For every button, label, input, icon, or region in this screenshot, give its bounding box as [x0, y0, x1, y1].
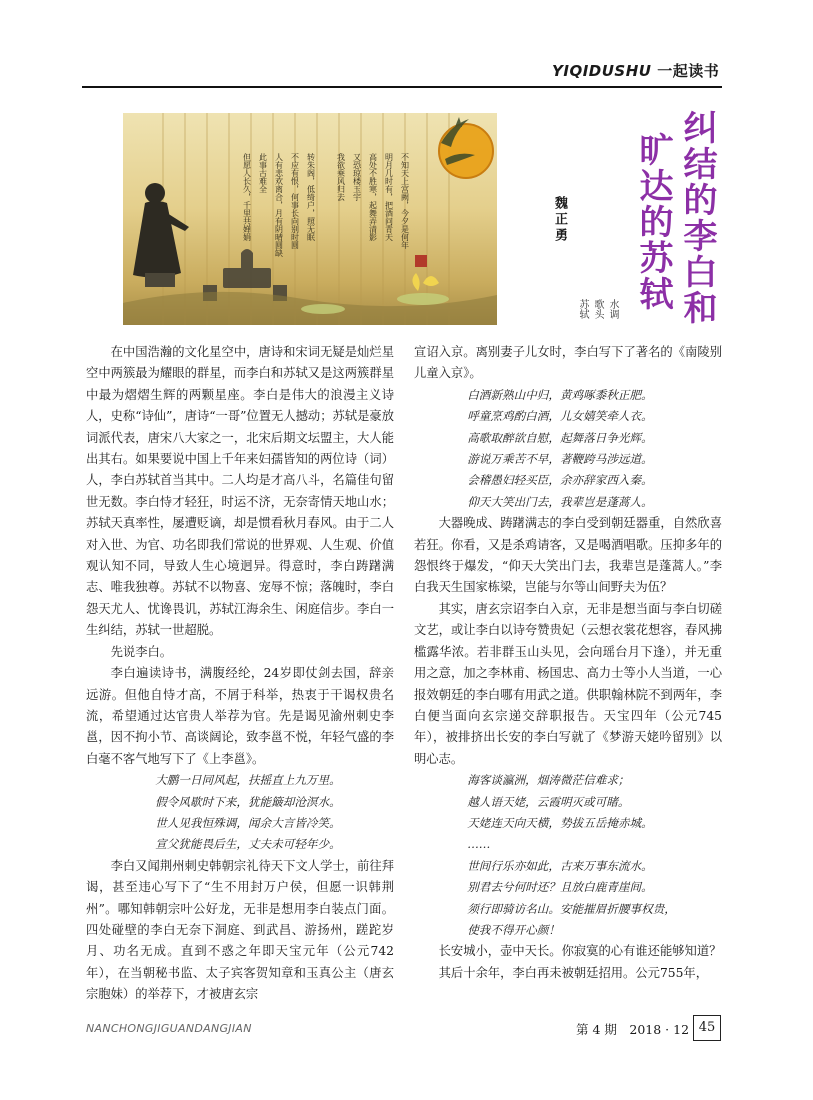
svg-text:人有悲欢离合，月有阴晴圆缺: 人有悲欢离合，月有阴晴圆缺	[274, 153, 284, 257]
body-column-right	[414, 342, 722, 984]
header-rule	[82, 86, 722, 88]
poem-line: 世人见我恒殊调，闻余大言皆冷笑。	[155, 815, 341, 830]
paragraph: 大器晚成、踌躇满志的李白受到朝廷器重，自然欣喜若狂。你看，又是杀鸡请客，又是喝酒唱歌。压抑多年的怨恨终于爆发，“仰天大笑出门去，我辈岂是蓬蒿人。”李白我天生国家栋梁，岂能与尔等山间野夫为伍？	[414, 516, 722, 595]
poem-line: 世间行乐亦如此，古来万事东流水。	[467, 858, 653, 873]
footer-publication: NANCHONGJIGUANDANGJIAN	[86, 1022, 252, 1035]
svg-text:明月几时有，把酒问青天: 明月几时有，把酒问青天	[384, 153, 394, 241]
poem-line: 呼童烹鸡酌白酒，儿女嬉笑牵人衣。	[467, 409, 653, 424]
title-line-1: 纠结的李白和	[677, 110, 717, 326]
poem-line: ……	[467, 837, 491, 852]
poem-line: 宣父犹能畏后生，丈夫未可轻年少。	[155, 837, 341, 852]
poem-line: 高歌取醉欲自慰，起舞落日争光辉。	[467, 430, 653, 445]
poem-line: 大鹏一日同风起，扶摇直上九万里。	[155, 773, 341, 788]
paragraph: 李白遍读诗书，满腹经纶，24岁即仗剑去国，辞亲远游。但他自恃才高，不屑于科举，热衷于干谒权贵名流，希望通过达官贵人举荐为官。先是谒见渝州刺史李邕，因不拘小节、高谈阔论，致李邕不悦，年轻气盛的李白毫不客气地写下了《上李邕》。	[86, 666, 394, 766]
header-cn: 一起读书	[657, 62, 720, 80]
svg-text:但愿人长久，千里共婵娟: 但愿人长久，千里共婵娟	[242, 153, 252, 241]
paragraph: 李白又闻荆州刺史韩朝宗礼待天下文人学士，前往拜谒，甚至违心写下了“生不用封万户侯，但愿一识韩荆州”。哪知韩朝宗叶公好龙，无非是想用李白装点门面。四处碰壁的李白无奈下洞庭、到武昌、游扬州，蹉跎岁月、功名无成。直到不惑之年即天宝元年（公元742年），在当朝秘书监、太子宾客贺知章和玉真公主（唐玄宗胞妹）的举荐下，才被唐玄宗	[86, 858, 394, 1002]
author-name: 魏正勇	[552, 196, 567, 244]
poem-line: 须行即骑访名山。安能摧眉折腰事权贵，	[467, 901, 676, 916]
body-column-left	[86, 342, 394, 1006]
page-number: 45	[693, 1015, 721, 1041]
paragraph: 其后十余年，李白再未被朝廷招用。公元755年，	[438, 965, 709, 980]
poem-title: 水调歌头 苏轼	[577, 299, 618, 319]
poem-line: 海客谈瀛洲，烟涛微茫信难求；	[467, 773, 630, 788]
header-en: YIQIDUSHU	[552, 62, 652, 80]
running-header	[552, 60, 719, 81]
svg-text:高处不胜寒，起舞弄清影: 高处不胜寒，起舞弄清影	[368, 153, 378, 241]
paragraph: 先说李白。	[110, 644, 173, 659]
paragraph: 在中国浩瀚的文化星空中，唐诗和宋词无疑是灿烂星空中两簇最为耀眼的群星，而李白和苏轼又是这两簇群星中最为熠熠生辉的两颗星座。李白是伟大的浪漫主义诗人，史称“诗仙”，唐诗“一哥”位置无人撼动；苏轼是豪放词派代表，唐宋八大家之一，北宋后期文坛盟主，大人能出其右。如果要说中国上千年来妇孺皆知的两位诗（词）人，李白苏轼首当其中。二人均是才高八斗，名篇佳句留世无数。李白恃才轻狂，时运不济，无奈寄情天地山水；苏轼天真率性，屡遭贬谪，却是惯看秋月春风。由于二人对入世、为官、功名即我们常说的世界观、人生观、价值观认知不同，导致人生心境迥异。得意时，李白踌躇满志、唯我独尊。苏轼不以物喜、宠辱不惊；落魄时，李白怨天尤人、忧谗畏讥，苏轼江海余生、闲庭信步。李白一生纠结，苏轼一世超脱。	[86, 345, 394, 638]
bamboo-scroll-art	[123, 113, 497, 325]
poem-block	[414, 385, 722, 513]
poem-block	[86, 770, 394, 856]
issue-date: 第 4 期 2018 · 12	[576, 1022, 690, 1037]
svg-text:不应有恨，何事长向别时圆: 不应有恨，何事长向别时圆	[290, 153, 300, 249]
poem-line: 游说万乘苦不早，著鞭跨马涉远道。	[467, 452, 653, 467]
paragraph: 长安城小，壶中天长。你寂寞的心有谁还能够知道？	[438, 944, 722, 959]
svg-text:转朱阁，低绮户，照无眠: 转朱阁，低绮户，照无眠	[306, 153, 316, 241]
article-title	[592, 110, 722, 340]
poem-line: 白酒新熟山中归，黄鸡啄黍秋正肥。	[467, 387, 653, 402]
poem-line: 会稽愚妇轻买臣，余亦辞家西入秦。	[467, 473, 653, 488]
poem-line: 使我不得开心颜！	[467, 922, 560, 937]
svg-text:我欲乘风归去: 我欲乘风归去	[336, 153, 346, 201]
svg-text:此事古难全: 此事古难全	[258, 153, 268, 193]
paragraph: 其实，唐玄宗诏李白入京，无非是想当面与李白切磋文艺，或让李白以诗夸赞贵妃（云想衣裳花想容，春风拂槛露华浓。若非群玉山头见，会向瑶台月下逢），并无重用之意，加之李林甫、杨国忠、高力士等小人当道，一心报效朝廷的李白哪有用武之道。供职翰林院不到两年，李白便当面向玄宗递交辞职报告。天宝四年（公元745年），被排挤出长安的李白写就了《梦游天姥吟留别》以明心志。	[414, 601, 722, 766]
poem-line: 天姥连天向天横，势拔五岳掩赤城。	[467, 815, 653, 830]
poem-block	[414, 770, 722, 941]
svg-text:不知天上宫阙，今夕是何年: 不知天上宫阙，今夕是何年	[400, 153, 410, 249]
poem-line: 假令风歇时下来，犹能簸却沧溟水。	[155, 794, 341, 809]
paragraph: 宣诏入京。离别妻子儿女时，李白写下了著名的《南陵别儿童入京》。	[414, 345, 722, 381]
title-line-2: 旷达的苏轼	[633, 132, 673, 312]
poem-line: 越人语天姥，云霞明灭或可睹。	[467, 794, 630, 809]
poem-line: 别君去兮何时还？且放白鹿青崖间。	[467, 880, 653, 895]
svg-text:又恐琼楼玉宇: 又恐琼楼玉宇	[352, 153, 362, 201]
poem-line: 仰天大笑出门去，我辈岂是蓬蒿人。	[467, 494, 653, 509]
